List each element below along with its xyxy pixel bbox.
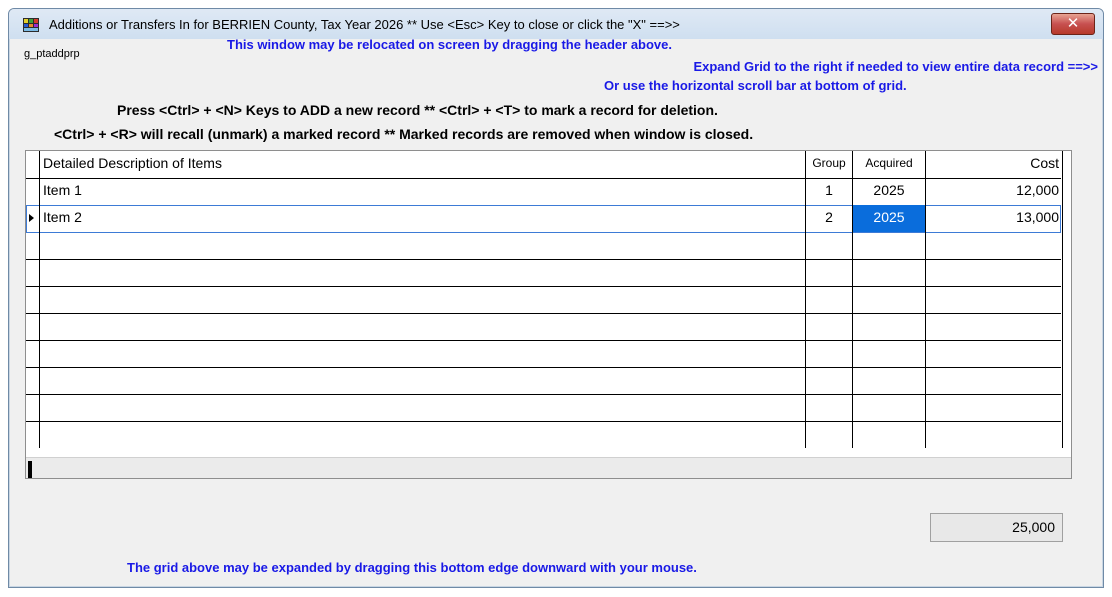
empty-row[interactable] [26,286,1061,314]
group-cell[interactable] [806,259,853,286]
cost-cell[interactable] [926,313,1063,340]
cost-cell[interactable] [926,394,1063,421]
cost-cell[interactable] [926,286,1063,313]
window-title: Additions or Transfers In for BERRIEN County, Tax Year 2026 ** Use <Esc> Key to close or click the "X" ==>> [49,17,680,32]
acquired-cell[interactable] [853,394,926,421]
empty-row[interactable] [26,394,1061,422]
header-group[interactable]: Group [806,151,853,178]
row-selector [26,259,40,286]
description-cell[interactable] [40,232,806,259]
description-cell[interactable]: Item 2 [40,205,806,232]
row-selector[interactable] [26,205,40,232]
cost-cell[interactable] [926,367,1063,394]
cost-cell[interactable]: 13,000 [926,205,1063,232]
description-cell[interactable]: Item 1 [40,178,806,205]
group-cell[interactable] [806,286,853,313]
empty-row[interactable] [26,259,1061,287]
row-selector [26,313,40,340]
header-cost[interactable]: Cost [926,151,1063,178]
group-cell[interactable]: 1 [806,178,853,205]
group-cell[interactable] [806,394,853,421]
group-cell[interactable] [806,313,853,340]
form-name: g_ptaddprp [24,48,80,60]
acquired-cell[interactable] [853,313,926,340]
app-icon [23,18,39,32]
row-selector [26,232,40,259]
instructions-line-2: <Ctrl> + <R> will recall (unmark) a marked record ** Marked records are removed when window is closed. [54,126,754,142]
description-cell[interactable] [40,421,806,448]
cost-cell[interactable] [926,232,1063,259]
title-bar[interactable] [9,9,1103,39]
empty-row[interactable] [26,232,1061,260]
description-cell[interactable] [40,286,806,313]
expand-grid-note: Expand Grid to the right if needed to view entire data record ==>> [693,59,1098,74]
description-cell[interactable] [40,313,806,340]
bottom-edge-note: The grid above may be expanded by dragging this bottom edge downward with your mouse. [127,560,697,575]
header-description[interactable]: Detailed Description of Items [40,151,806,178]
acquired-cell[interactable] [853,421,926,448]
row-selector [26,286,40,313]
empty-row[interactable] [26,367,1061,395]
table-row[interactable] [26,205,1061,233]
group-cell[interactable] [806,421,853,448]
header-selector-cell [26,151,40,178]
cost-cell[interactable] [926,340,1063,367]
items-grid[interactable] [25,150,1072,479]
description-cell[interactable] [40,259,806,286]
client-area [10,39,1102,586]
empty-row[interactable] [26,313,1061,341]
empty-row[interactable] [26,340,1061,368]
acquired-cell[interactable]: 2025 [853,205,926,232]
acquired-cell[interactable] [853,340,926,367]
description-cell[interactable] [40,394,806,421]
row-selector[interactable] [26,178,40,205]
row-selector [26,394,40,421]
acquired-cell[interactable]: 2025 [853,178,926,205]
row-selector [26,340,40,367]
group-cell[interactable] [806,232,853,259]
acquired-cell[interactable] [853,232,926,259]
description-cell[interactable] [40,340,806,367]
horizontal-scrollbar[interactable] [26,457,1071,478]
row-selector [26,421,40,448]
cost-cell[interactable] [926,259,1063,286]
group-cell[interactable]: 2 [806,205,853,232]
acquired-cell[interactable] [853,286,926,313]
table-row[interactable] [26,178,1061,206]
total-cost-field: 25,000 [930,513,1063,542]
description-cell[interactable] [40,367,806,394]
scrollbar-thumb[interactable] [28,461,32,479]
group-cell[interactable] [806,340,853,367]
grid-header [26,151,1061,179]
row-selector [26,367,40,394]
cost-cell[interactable]: 12,000 [926,178,1063,205]
acquired-cell[interactable] [853,259,926,286]
dialog-window [8,8,1104,588]
close-button[interactable]: ✕ [1051,13,1095,35]
acquired-cell[interactable] [853,367,926,394]
empty-row[interactable] [26,421,1061,448]
group-cell[interactable] [806,367,853,394]
cost-cell[interactable] [926,421,1063,448]
instructions-line-1: Press <Ctrl> + <N> Keys to ADD a new record ** <Ctrl> + <T> to mark a record for deletion. [117,102,718,118]
scroll-bar-note: Or use the horizontal scroll bar at bottom of grid. [604,78,907,93]
header-acquired[interactable]: Acquired [853,151,926,178]
relocate-note: This window may be relocated on screen by dragging the header above. [227,37,672,52]
current-record-pointer-icon [29,214,34,222]
